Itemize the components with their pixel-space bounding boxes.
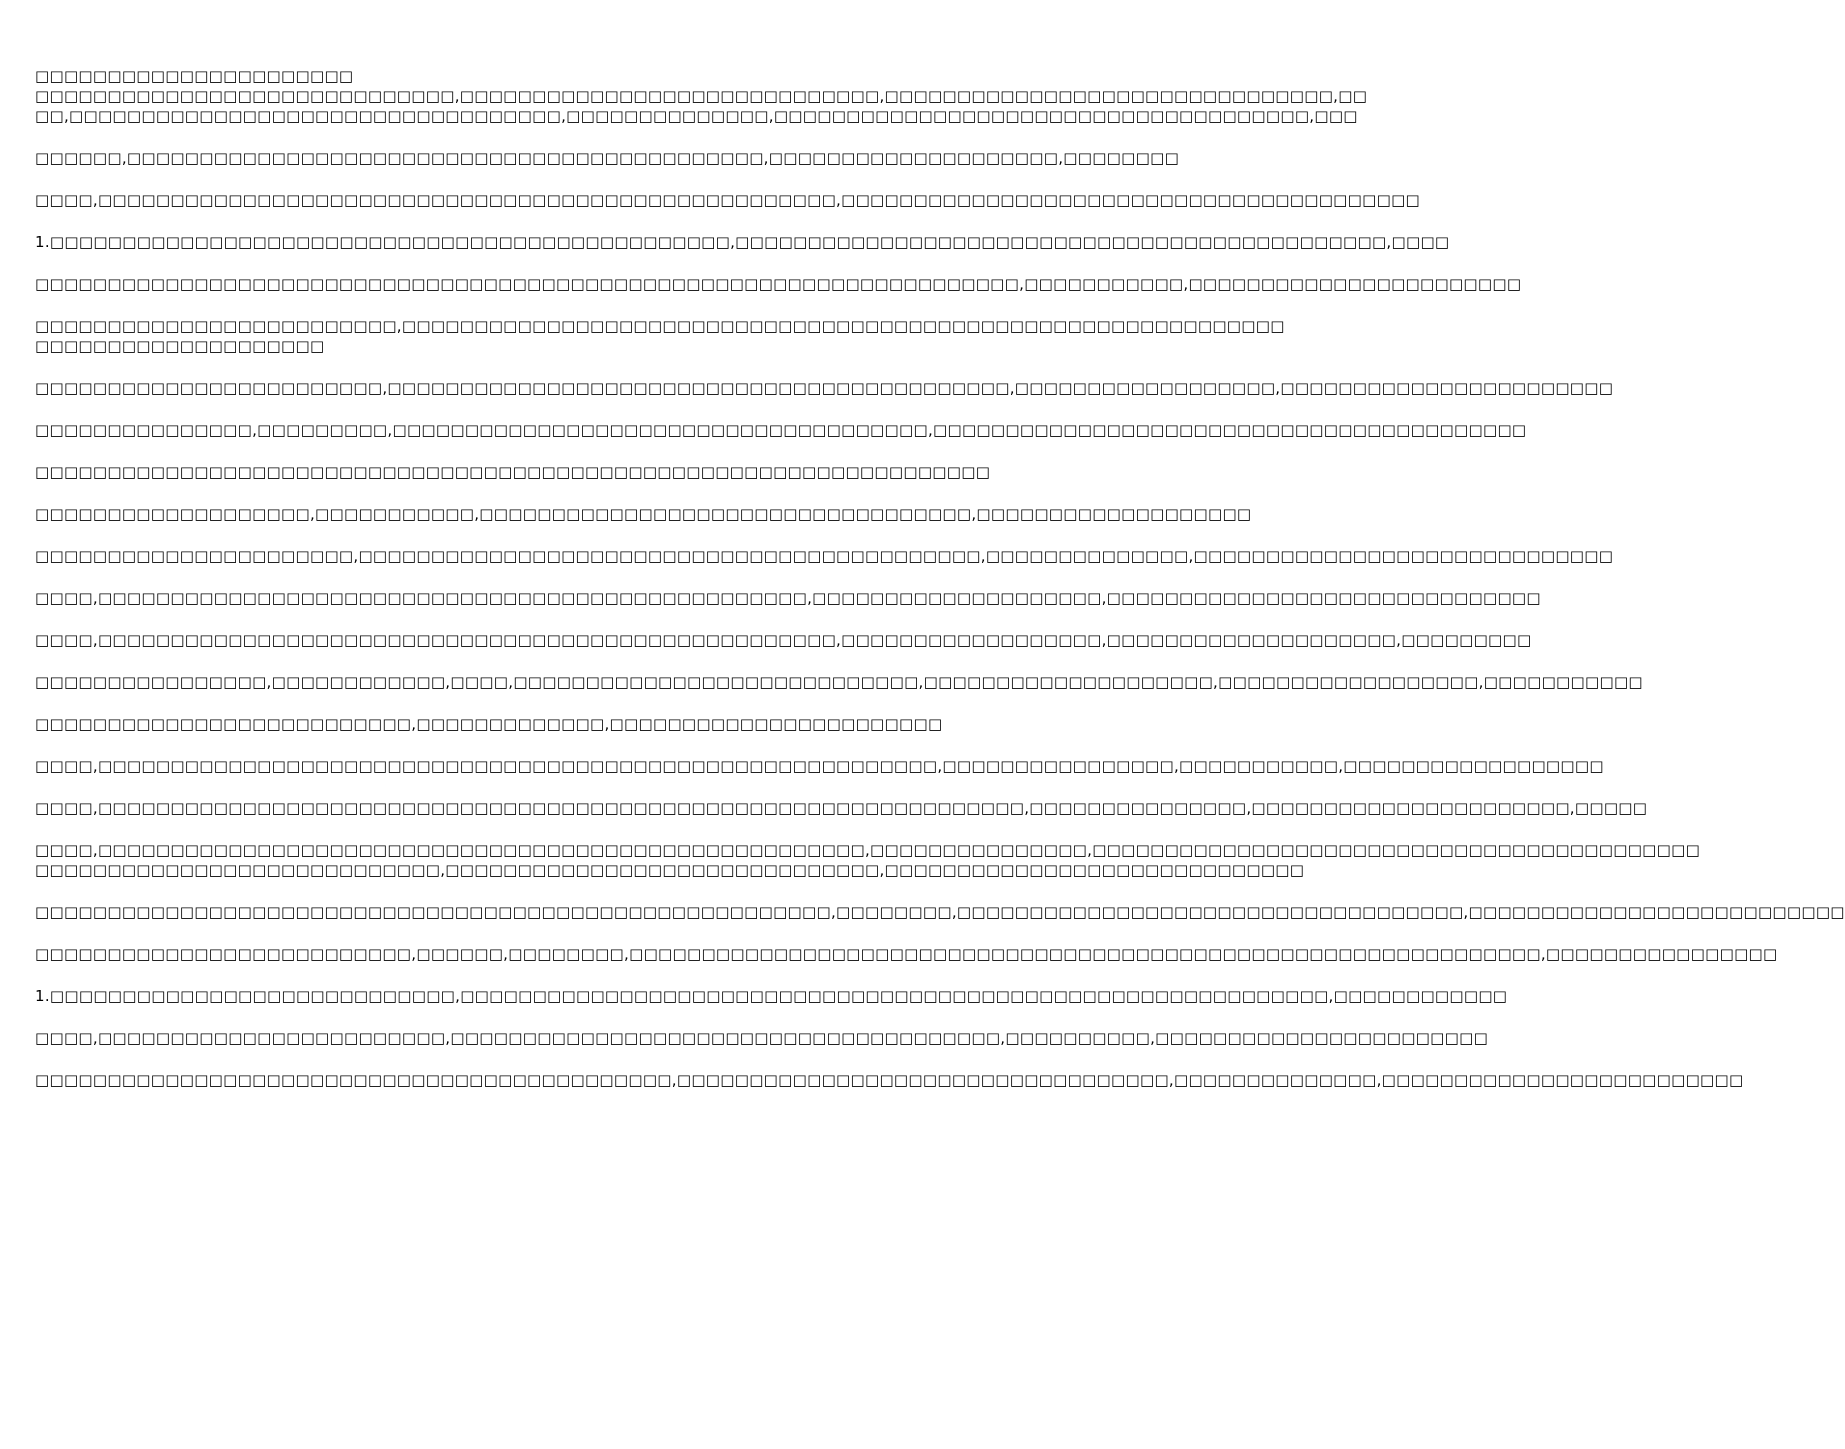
paragraph bbox=[35, 232, 1450, 252]
paragraph-line: □□□□□□□□□□□□□□□□□□□□□□□□□□,□□□□□□□□□□□□□,□□□□□□□□□□□□□□□□□□□□□□□ bbox=[35, 715, 943, 733]
paragraph-line: □□□□□□,□□□□□□□□□□□□□□□□□□□□□□□□□□□□□□□□□□□□□□□□□□□□,□□□□□□□□□□□□□□□□□□□□,□□□□□□□□ bbox=[35, 149, 1180, 167]
paragraph-line: □□□□,□□□□□□□□□□□□□□□□□□□□□□□□□□□□□□□□□□□□□□□□□□□□□□□□□□□□□□□□□□,□□□□□□□□□□□□□□□□,□□□□□□□□□□□,□□□□□□□□□□□□□□□□□□ bbox=[35, 757, 1604, 775]
paragraph bbox=[35, 1028, 1489, 1048]
paragraph bbox=[35, 420, 1527, 440]
paragraph-line: □□□□□□□□□□□□□□□,□□□□□□□□□,□□□□□□□□□□□□□□□□□□□□□□□□□□□□□□□□□□□□□,□□□□□□□□□□□□□□□□□□□□□□□□□□□□□□□□□□□□□□□□□ bbox=[35, 421, 1527, 439]
paragraph bbox=[35, 588, 1541, 608]
paragraph-list bbox=[35, 86, 1845, 1090]
paragraph-line: □□□□□□□□□□□□□□□□□□□□□□□□□□□□□,□□□□□□□□□□□□□□□□□□□□□□□□□□□□□,□□□□□□□□□□□□□□□□□□□□□□□□□□□□□□□,□□ bbox=[35, 87, 1368, 105]
paragraph-line: □□□□,□□□□□□□□□□□□□□□□□□□□□□□□□□□□□□□□□□□□□□□□□□□□□□□□□□□,□□□□□□□□□□□□□□□□□□□□□□□□□□□□□□□□□□□□□□□□ bbox=[35, 191, 1421, 209]
paragraph bbox=[35, 148, 1180, 168]
paragraph-line: □□□□,□□□□□□□□□□□□□□□□□□□□□□□□,□□□□□□□□□□□□□□□□□□□□□□□□□□□□□□□□□□□□□□,□□□□□□□□□□,□□□□□□□□□□□□□□□□□□□□□□□ bbox=[35, 1029, 1489, 1047]
paragraph bbox=[35, 986, 1508, 1006]
paragraph-line: □□□□□□□□□□□□□□□□□□□□□□□□□□□□,□□□□□□□□□□□□□□□□□□□□□□□□□□□□□□,□□□□□□□□□□□□□□□□□□□□□□□□□□□□□ bbox=[35, 861, 1305, 879]
paragraph bbox=[35, 274, 1522, 294]
paragraph bbox=[35, 316, 1285, 356]
paragraph bbox=[35, 86, 1368, 126]
paragraph-line: □□□□□□□□□□□□□□□□□□□□□□□□□□□□□□□□□□□□□□□□□□□□,□□□□□□□□□□□□□□□□□□□□□□□□□□□□□□□□□□,□□□□□□□□□□□□□□,□□□□□□□□□□□□□□□□□□□□□□□□□ bbox=[35, 1071, 1744, 1089]
paragraph-line: □□□□□□□□□□□□□□□□□□□□ bbox=[35, 337, 325, 355]
paragraph-line: □□□□□□□□□□□□□□□□□□□□□□□□□□□□□□□□□□□□□□□□□□□□□□□□□□□□□□□□□□□□□□□□□□ bbox=[35, 463, 991, 481]
paragraph-line: 1.□□□□□□□□□□□□□□□□□□□□□□□□□□□□□□□□□□□□□□□□□□□□□□□,□□□□□□□□□□□□□□□□□□□□□□□□□□□□□□□□□□□□□□□□□□□□□,□□□□ bbox=[35, 233, 1450, 251]
paragraph bbox=[35, 672, 1643, 692]
paragraph bbox=[35, 714, 989, 734]
paragraph bbox=[35, 462, 989, 482]
paragraph bbox=[35, 190, 1421, 210]
paragraph-line: □□,□□□□□□□□□□□□□□□□□□□□□□□□□□□□□□□□□□,□□□□□□□□□□□□□□,□□□□□□□□□□□□□□□□□□□□□□□□□□□□□□□□□□□□□,□□□ bbox=[35, 107, 1358, 125]
paragraph bbox=[35, 798, 1648, 818]
document-body bbox=[35, 66, 1845, 1112]
paragraph-line: □□□□□□□□□□□□□□□□,□□□□□□□□□□□□,□□□□,□□□□□□□□□□□□□□□□□□□□□□□□□□□□,□□□□□□□□□□□□□□□□□□□□,□□□□□□□□□□□□□□□□□□,□□□□□□□□□□□ bbox=[35, 673, 1643, 691]
paragraph-line: □□□□□□□□□□□□□□□□□□□□□□,□□□□□□□□□□□□□□□□□□□□□□□□□□□□□□□□□□□□□□□□□□□,□□□□□□□□□□□□□□,□□□□□□□□□□□□□□□□□□□□□□□□□□□□□ bbox=[35, 547, 1614, 565]
paragraph bbox=[35, 1070, 1744, 1090]
paragraph-line: 1.□□□□□□□□□□□□□□□□□□□□□□□□□□□□,□□□□□□□□□□□□□□□□□□□□□□□□□□□□□□□□□□□□□□□□□□□□□□□□□□□□□□□□□□□□,□□□□□□□□□□□□ bbox=[35, 987, 1508, 1005]
paragraph-line: □□□□□□□□□□□□□□□□□□□□□□□□,□□□□□□□□□□□□□□□□□□□□□□□□□□□□□□□□□□□□□□□□□□□,□□□□□□□□□□□□□□□□□□,□□□□□□□□□□□□□□□□□□□□□□□ bbox=[35, 379, 1614, 397]
paragraph bbox=[35, 504, 1252, 524]
paragraph-line: □□□□□□□□□□□□□□□□□□□□□□□□□□,□□□□□□,□□□□□□□□,□□□□□□□□□□□□□□□□□□□□□□□□□□□□□□□□□□□□□□□□□□□□□□□□□□□□□□□□□□□□□□□,□□□□□□□□□□□□□□□□ bbox=[35, 945, 1778, 963]
paragraph-line: □□□□□□□□□□□□□□□□□□□□□□□□□□□□□□□□□□□□□□□□□□□□□□□□□□□□□□□,□□□□□□□□,□□□□□□□□□□□□□□□□□□□□□□□□□□□□□□□□□□□,□□□□□□□□□□□□□□□□□□□□□□□□□□ bbox=[35, 903, 1845, 921]
paragraph-line: □□□□,□□□□□□□□□□□□□□□□□□□□□□□□□□□□□□□□□□□□□□□□□□□□□□□□□□□□□,□□□□□□□□□□□□□□□,□□□□□□□□□□□□□□□□□□□□□□□□□□□□□□□□□□□□□□□□□□ bbox=[35, 841, 1701, 859]
paragraph-line: □□□□□□□□□□□□□□□□□□□□□□□□□□□□□□□□□□□□□□□□□□□□□□□□□□□□□□□□□□□□□□□□□□□□,□□□□□□□□□□□,□□□□□□□□□□□□□□□□□□□□□□□ bbox=[35, 275, 1522, 293]
paragraph bbox=[35, 756, 1604, 776]
paragraph bbox=[35, 944, 1778, 964]
paragraph-line: □□□□,□□□□□□□□□□□□□□□□□□□□□□□□□□□□□□□□□□□□□□□□□□□□□□□□□□□,□□□□□□□□□□□□□□□□□□,□□□□□□□□□□□□□□□□□□□□,□□□□□□□□□ bbox=[35, 631, 1532, 649]
paragraph bbox=[35, 902, 1845, 922]
paragraph bbox=[35, 378, 1614, 398]
paragraph-line: □□□□□□□□□□□□□□□□□□□,□□□□□□□□□□□,□□□□□□□□□□□□□□□□□□□□□□□□□□□□□□□□□□,□□□□□□□□□□□□□□□□□□□ bbox=[35, 505, 1252, 523]
paragraph-line: □□□□□□□□□□□□□□□□□□□□□□□□□,□□□□□□□□□□□□□□□□□□□□□□□□□□□□□□□□□□□□□□□□□□□□□□□□□□□□□□□□□□□□□ bbox=[35, 317, 1285, 335]
paragraph-line: □□□□,□□□□□□□□□□□□□□□□□□□□□□□□□□□□□□□□□□□□□□□□□□□□□□□□□,□□□□□□□□□□□□□□□□□□□□,□□□□□□□□□□□□□□□□□□□□□□□□□□□□□□ bbox=[35, 589, 1541, 607]
paragraph-line: □□□□,□□□□□□□□□□□□□□□□□□□□□□□□□□□□□□□□□□□□□□□□□□□□□□□□□□□□□□□□□□□□□□□□,□□□□□□□□□□□□□□□,□□□□□□□□□□□□□□□□□□□□□□,□□□□□ bbox=[35, 799, 1648, 817]
paragraph bbox=[35, 546, 1614, 566]
paragraph bbox=[35, 840, 1701, 880]
paragraph bbox=[35, 630, 1532, 650]
document-title: □□□□□□□□□□□□□□□□□□□□□□ bbox=[35, 67, 354, 85]
